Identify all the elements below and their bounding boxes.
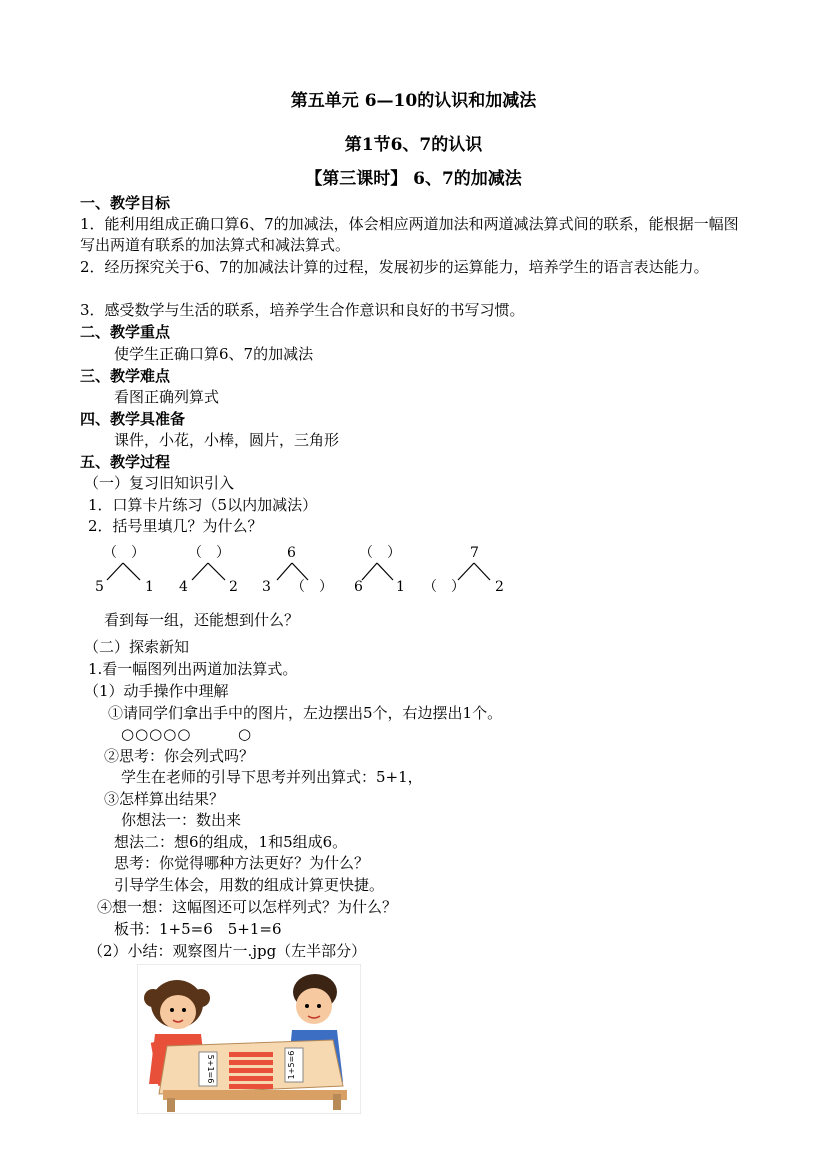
method-2: 想法二：想6的组成，1和5组成6。 xyxy=(114,833,348,851)
tree-3-left: 3 xyxy=(262,579,271,595)
tree-3-top: 6 xyxy=(287,545,296,561)
explore-sub-1: （1）动手操作中理解 xyxy=(84,682,229,700)
step-2: ②思考：你会列式吗？ xyxy=(104,747,255,765)
circles-left: ○○○○○ xyxy=(121,725,192,743)
tree-4-left: 6 xyxy=(354,579,363,595)
children-at-table-illustration xyxy=(137,964,361,1114)
explore-item-1: 1.看一幅图列出两道加法算式。 xyxy=(88,660,298,678)
step-2-detail: 学生在老师的引导下思考并列出算式：5+1， xyxy=(121,768,423,786)
step-1: ①请同学们拿出手中的图片，左边摆出5个，右边摆出1个。 xyxy=(108,704,503,722)
tree-2-right: 2 xyxy=(229,579,238,595)
tree-4-top: （ ） xyxy=(359,545,401,561)
process-heading: 五、教学过程 xyxy=(80,453,171,471)
key-heading: 二、教学重点 xyxy=(80,323,171,341)
tree-1-right: 1 xyxy=(145,579,154,595)
step-4: ④想一想：这幅图还可以怎样列式？为什么？ xyxy=(97,898,398,916)
objective-2: 2．经历探究关于6、7的加减法计算的过程，发展初步的运算能力，培养学生的语言表达能力。 xyxy=(80,258,709,276)
tree-4-right: 1 xyxy=(396,579,405,595)
objective-1: 1．能利用组成正确口算6、7的加减法，体会相应两道加法和两道减法算式间的联系，能根据一幅图写出两道有联系的加法算式和减法算式。 xyxy=(80,215,739,254)
explore-heading: （二）探索新知 xyxy=(84,638,190,656)
key-text: 使学生正确口算6、7的加减法 xyxy=(114,345,314,363)
review-heading: （一）复习旧知识引入 xyxy=(84,474,235,492)
unit-title: 第五单元 6—10的认识和加减法 xyxy=(290,91,537,111)
tools-heading: 四、教学具准备 xyxy=(80,410,186,428)
step-3: ③怎样算出结果？ xyxy=(104,790,225,808)
tree-2-left: 4 xyxy=(179,579,188,595)
review-item-1: 1．口算卡片练习（5以内加减法） xyxy=(88,496,318,514)
think-question: 思考：你觉得哪种方法更好？为什么？ xyxy=(114,854,370,872)
left-card-text: 5+1=6 xyxy=(206,1054,215,1084)
tree-5-left: （ ） xyxy=(423,579,465,595)
review-item-2: 2．括号里填几？为什么？ xyxy=(88,517,263,535)
section-title: 第1节6、7的认识 xyxy=(344,135,483,155)
tree-1-top: （ ） xyxy=(103,545,145,561)
method-1: 你想法一：数出来 xyxy=(121,811,242,829)
circles-right: ○ xyxy=(238,725,252,743)
guide-text: 引导学生体会，用数的组成计算更快捷。 xyxy=(114,876,385,894)
board-text: 板书：1+5=6 5+1=6 xyxy=(114,920,282,938)
difficulty-text: 看图正确列算式 xyxy=(114,388,220,406)
objectives-heading: 一、教学目标 xyxy=(80,194,171,212)
explore-sub-2: （2）小结：观察图片一.jpg（左半部分） xyxy=(88,942,367,960)
right-card-text: 1+5=6 xyxy=(287,1050,296,1080)
objective-3: 3．感受数学与生活的联系，培养学生合作意识和良好的书写习惯。 xyxy=(80,301,525,319)
tree-1-left: 5 xyxy=(95,579,104,595)
tree-3-right: （ ） xyxy=(291,579,333,595)
difficulty-heading: 三、教学难点 xyxy=(80,367,171,385)
tree-5-right: 2 xyxy=(495,579,504,595)
review-followup: 看到每一组，还能想到什么？ xyxy=(104,611,300,629)
tools-text: 课件，小花，小棒，圆片，三角形 xyxy=(114,431,340,449)
tree-5-top: 7 xyxy=(470,545,479,561)
tree-2-top: （ ） xyxy=(188,545,230,561)
lesson-title: 【第三课时】 6、7的加减法 xyxy=(305,169,522,189)
